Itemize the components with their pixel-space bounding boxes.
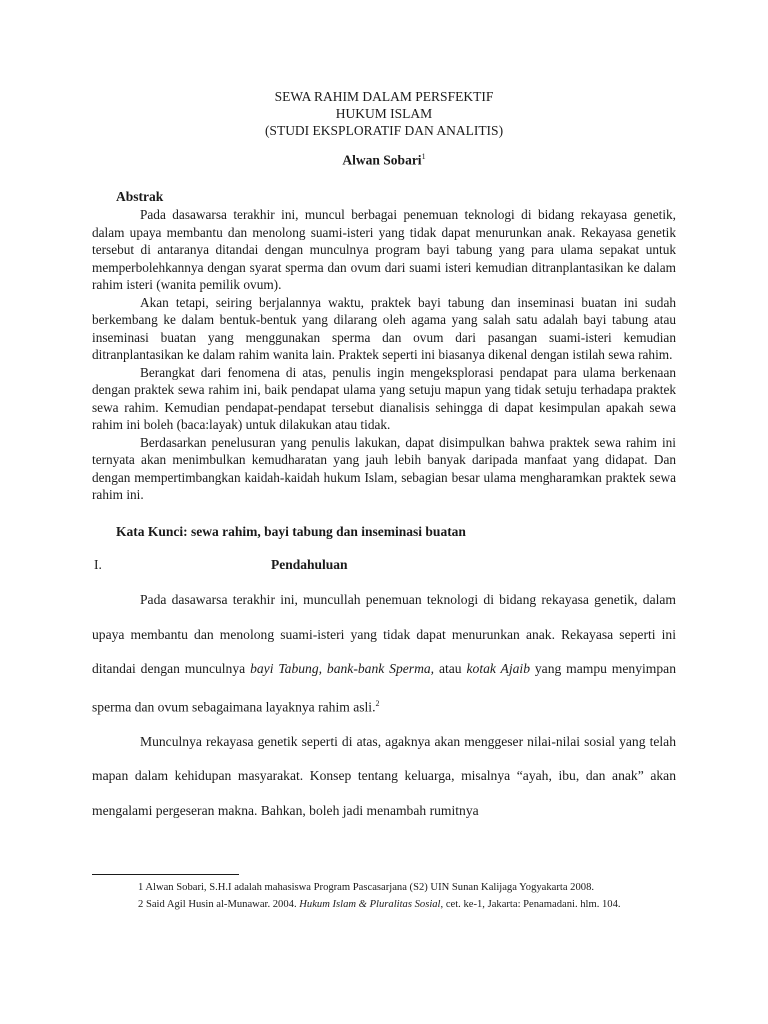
abstract-paragraph: Pada dasawarsa terakhir ini, muncul berbagai penemuan teknologi di bidang rekayasa genetik, dalam upaya membantu dan menolong suami-isteri yang tidak dapat menurunkan anak. Rekayasa genetik tersebut di antaranya ditandai dengan munculnya program bayi tabung yang para ulama sepakat untuk memperbolehkannya dengan syarat sperma dan ovum dari suami isteri kemudian ditranplantasikan ke dalam rahim isteri (wanita pemilik ovum).	[92, 207, 676, 292]
footnote-text-run: , cet. ke-1, Jakarta: Penamadani. hlm. 104.	[440, 898, 621, 910]
abstract-paragraph: Berdasarkan penelusuran yang penulis lakukan, dapat disimpulkan bahwa praktek sewa rahim ini ternyata akan menimbulkan kemudharatan yang jauh lebih banyak daripada manfaat yang didapat. Dan dengan mempertimbangkan kaidah-kaidah hukum Islam, sebagian besar ulama mengharamkan praktek sewa rahim ini.	[92, 434, 676, 502]
footnote-1: 1 Alwan Sobari, S.H.I adalah mahasiswa Program Pascasarjana (S2) UIN Sunan Kalijaga Yogyakarta 2008.	[138, 882, 595, 893]
abstract-heading: Abstrak	[116, 189, 164, 204]
footnote-text-run: 2 Said Agil Husin al-Munawar. 2004.	[138, 898, 300, 910]
footnote-2	[92, 897, 676, 914]
body-paragraph-2: Munculnya rekayasa genetik seperti di atas, agaknya akan menggeser nilai-nilai sosial yang telah mapan dalam kehidupan masyarakat. Konsep tentang keluarga, misalnya “ayah, ibu, dan anak” akan mengalami pergeseran makna. Bahkan, boleh jadi menambah rumitnya	[92, 733, 676, 818]
section-title: Pendahuluan	[271, 557, 348, 572]
abstract-paragraph: Akan tetapi, seiring berjalannya waktu, praktek bayi tabung dan inseminasi buatan ini sudah berkembang ke dalam bentuk-bentuk yang dilarang oleh agama yang salah satu adalah bayi tabung atau inseminasi buatan yang menggunakan sperma dan ovum dari pasangan suami-isteri kemudian ditranplantasikan ke dalam rahim wanita lain. Praktek seperti ini biasanya dikenal dengan istilah sewa rahim.	[92, 294, 676, 362]
section-number: I.	[94, 557, 102, 572]
body-text-run: yang mampu menyimpan sperma dan ovum sebagaimana layaknya rahim asli.	[92, 661, 676, 715]
footnotes	[92, 880, 676, 913]
footnote-italic-run: Hukum Islam & Pluralitas Sosial	[299, 898, 441, 910]
title-line-1: SEWA RAHIM DALAM PERSFEKTIF	[274, 89, 494, 104]
footnote-separator	[92, 874, 239, 875]
author-line	[92, 152, 676, 169]
keywords: Kata Kunci: sewa rahim, bayi tabung dan inseminasi buatan	[116, 524, 466, 539]
body-text-run: atau	[434, 661, 467, 676]
footnote-mark: 2	[375, 698, 380, 708]
title-line-2: HUKUM ISLAM	[335, 106, 433, 121]
author-footnote-mark: 1	[421, 152, 426, 161]
title-line-3: (STUDI EKSPLORATIF DAN ANALITIS)	[264, 123, 504, 138]
abstract-paragraph: Berangkat dari fenomena di atas, penulis ingin mengeksplorasi pendapat para ulama berkenaan dengan praktek sewa rahim ini, baik pendapat ulama yang setuju mapun yang tidak setuju terhadapa praktek sewa rahim. Kemudian pendapat-pendapat tersebut dianalisis sehingga di dapat kesimpulan apakah sewa rahim ini boleh (baca:layak) untuk dilakukan atau tidak.	[92, 364, 676, 432]
body-italic-run: bayi Tabung, bank-bank Sperma,	[250, 661, 435, 676]
author-name: Alwan Sobari	[342, 152, 422, 168]
abstract-body	[92, 206, 676, 504]
body-paragraph-1	[92, 583, 676, 725]
body-text-run: Pada dasawarsa terakhir ini, muncullah penemuan teknologi di bidang rekayasa genetik, dalam upaya membantu dan menolong suami-isteri yang tidak dapat menurunkan anak. Rekayasa seperti ini ditandai dengan munculnya	[92, 592, 676, 676]
main-body	[92, 583, 676, 828]
body-italic-run: kotak Ajaib	[466, 661, 530, 676]
